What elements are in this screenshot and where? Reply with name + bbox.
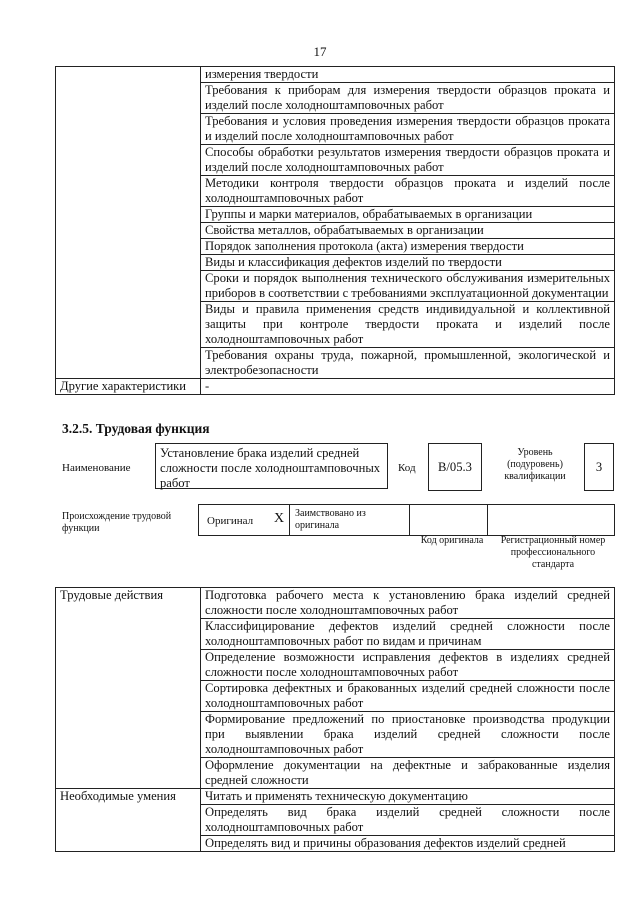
- labor-action-item: Классифицирование дефектов изделий средней сложности после холодноштамповочных работ по видам и причинам: [201, 619, 615, 650]
- knowledge-item: Требования охраны труда, пожарной, промышленной, экологической и электробезопасности: [201, 348, 615, 379]
- original-mark: X: [274, 511, 285, 526]
- name-label: Наименование: [62, 462, 131, 474]
- reg-number-label: Регистрационный номер профессионального стандарта: [500, 535, 606, 570]
- labor-action-item: Подготовка рабочего места к установлению брака изделий средней сложности после холодноштамповочных работ: [201, 588, 615, 619]
- knowledge-item: Требования к приборам для измерения твердости образцов проката и изделий после холодноштамповочных работ: [201, 83, 615, 114]
- knowledge-item: Требования и условия проведения измерения твердости образцов проката и изделий после холодноштамповочных работ: [201, 114, 615, 145]
- skill-item: Определять вид брака изделий средней сложности после холодноштамповочных работ: [201, 805, 615, 836]
- knowledge-item: Виды и классификация дефектов изделий по твердости: [201, 255, 615, 271]
- skill: [56, 789, 615, 805]
- code-original-label: Код оригинала: [420, 535, 484, 546]
- function-name-box: Установление брака изделий средней сложности после холодноштамповочных работ: [155, 443, 388, 489]
- knowledge-item: Сроки и порядок выполнения технического обслуживания измерительных приборов в соответствии с требованиями эксплуатационной документации: [201, 271, 615, 302]
- knowledge-item: Группы и марки материалов, обрабатываемых в организации: [201, 207, 615, 223]
- other-characteristics-label: Другие характеристики: [56, 379, 201, 395]
- code-label: Код: [398, 462, 416, 474]
- level-label: Уровень (подуровень) квалификации: [504, 447, 566, 482]
- labor-function-table: [55, 587, 615, 852]
- borrowed-label: Заимствовано из оригинала: [295, 508, 366, 531]
- knowledge-table: [55, 66, 615, 395]
- other-characteristics-row: [56, 379, 615, 395]
- code-value-box: B/05.3: [428, 443, 482, 491]
- labor-action: [56, 588, 615, 619]
- knowledge-row: [56, 67, 615, 83]
- labor-action-item: Формирование предложений по приостановке производства продукции при выявлении брака изделий средней сложности после холодноштамповочных работ: [201, 712, 615, 758]
- labor-action-label: Трудовые действия: [56, 588, 201, 789]
- level-value-box: 3: [584, 443, 614, 491]
- knowledge-item: Порядок заполнения протокола (акта) измерения твердости: [201, 239, 615, 255]
- section-title: 3.2.5. Трудовая функция: [62, 421, 210, 436]
- knowledge-item: Виды и правила применения средств индивидуальной и коллективной защиты при контроле твердости проката и изделий после холодноштамповочных работ: [201, 302, 615, 348]
- knowledge-item: Свойства металлов, обрабатываемых в организации: [201, 223, 615, 239]
- knowledge-item: Способы обработки результатов измерения твердости образцов проката и изделий после холодноштамповочных работ: [201, 145, 615, 176]
- page-number: 17: [313, 44, 327, 59]
- other-characteristics-value: -: [201, 379, 615, 395]
- original-label: Оригинал: [207, 515, 254, 527]
- divider: [409, 505, 410, 535]
- divider: [289, 505, 290, 535]
- origin-box: [198, 504, 615, 536]
- skill-label: Необходимые умения: [56, 789, 201, 852]
- skill-item: Определять вид и причины образования дефектов изделий средней: [201, 836, 615, 852]
- labor-action-item: Определение возможности исправления дефектов в изделиях средней сложности после холодноштамповочных работ: [201, 650, 615, 681]
- skill-item: Читать и применять техническую документацию: [201, 789, 615, 805]
- divider: [487, 505, 488, 535]
- knowledge-left-cell: [56, 67, 201, 379]
- origin-label: Происхождение трудовой функции: [62, 511, 172, 534]
- labor-action-item: Сортировка дефектных и бракованных изделий средней сложности после холодноштамповочных работ: [201, 681, 615, 712]
- knowledge-item: Методики контроля твердости образцов проката и изделий после холодноштамповочных работ: [201, 176, 615, 207]
- labor-action-item: Оформление документации на дефектные и забракованные изделия средней сложности: [201, 758, 615, 789]
- knowledge-item: измерения твердости: [201, 67, 615, 83]
